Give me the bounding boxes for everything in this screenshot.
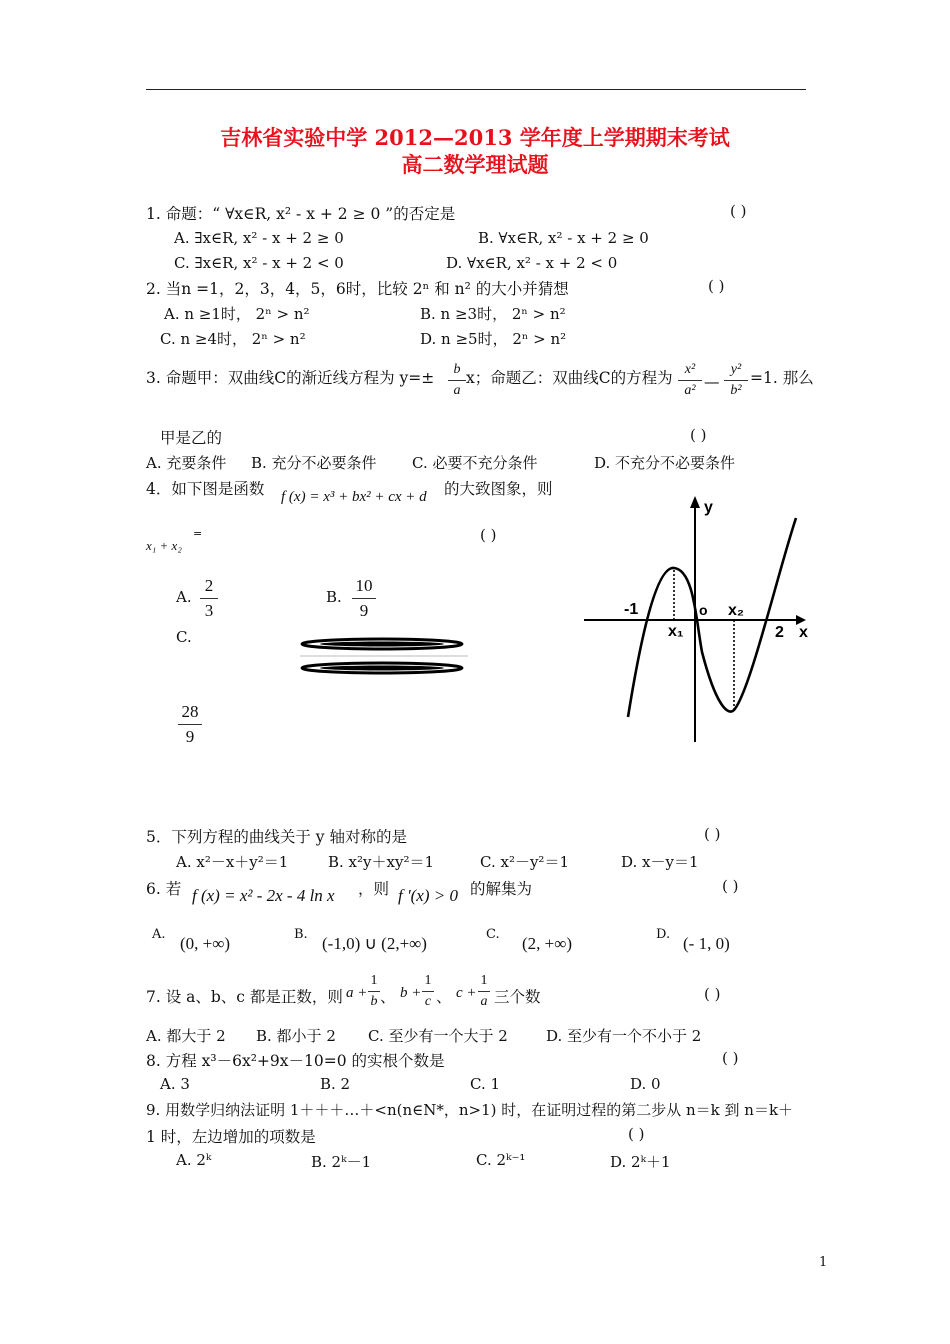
- q3-answer-paren: ( ): [690, 426, 707, 444]
- q2-option-c: C. n ≥4时， 2ⁿ > n²: [160, 330, 306, 348]
- q6-option-d-label: D.: [656, 927, 671, 942]
- q2-option-b: B. n ≥3时， 2ⁿ > n²: [420, 305, 566, 323]
- q9-stem-cont: 1 时，左边增加的项数是: [146, 1128, 316, 1146]
- q7-term2-base: b +: [400, 985, 422, 1001]
- exam-title: 吉林省实验中学 2012—2013 学年度上学期期末考试: [220, 125, 730, 150]
- header-rule: [146, 89, 806, 90]
- q5-stem: 5．下列方程的曲线关于 y 轴对称的是: [146, 828, 407, 846]
- q3-stem-part1: 3. 命题甲：双曲线C的渐近线方程为 y=±: [146, 369, 435, 387]
- q6-option-c: (2, +∞): [522, 934, 573, 953]
- q1-option-c: C. ∃x∈R, x² - x + 2 < 0: [174, 254, 344, 272]
- q7-separator-1: 、: [380, 988, 396, 1006]
- q1-option-b: B. ∀x∈R, x² - x + 2 ≥ 0: [478, 229, 649, 247]
- q1-stem: 1. 命题：“ ∀x∈R, x² - x + 2 ≥ 0 ”的否定是: [146, 205, 456, 223]
- q3-option-c: C. 必要不充分条件: [412, 454, 538, 472]
- q4-equals: =: [193, 527, 203, 540]
- q3-fraction-b-over-a: b a: [448, 362, 466, 399]
- q6-condition: f '(x) > 0: [398, 886, 458, 905]
- q7-term3-fraction: 1 a: [478, 973, 490, 1010]
- q3-stem-part2: x；命题乙：双曲线C的方程为: [466, 369, 673, 387]
- q9-answer-paren: ( ): [628, 1125, 645, 1143]
- q6-stem-part1: 6. 若: [146, 880, 182, 898]
- q6-function: f (x) = x² - 2x - 4 ln x: [192, 886, 335, 905]
- q1-answer-paren: ( ): [730, 202, 747, 220]
- y-axis-arrow: [690, 496, 700, 508]
- q3-option-a: A. 充要条件: [146, 454, 227, 472]
- page-number: 1: [819, 1255, 828, 1270]
- q9-option-b: B. 2ᵏ－1: [311, 1153, 372, 1171]
- q5-option-d: D. x－y＝1: [621, 853, 699, 871]
- q7-option-c: C. 至少有一个大于 2: [368, 1027, 508, 1045]
- q4-sum-x1-x2: x₁ + x₂: [146, 538, 182, 553]
- q5-option-b: B. x²y＋xy²＝1: [328, 853, 434, 871]
- graph-label-x1: x₁: [668, 623, 684, 640]
- q2-stem: 2. 当n =1，2，3，4，5，6时，比较 2ⁿ 和 n² 的大小并猜想: [146, 280, 569, 298]
- q6-option-c-label: C.: [486, 927, 500, 942]
- q5-answer-paren: ( ): [704, 825, 721, 843]
- q4-option-c-garbled-image: [296, 632, 472, 680]
- q2-option-a: A. n ≥1时， 2ⁿ > n²: [164, 305, 310, 323]
- q4-option-a-fraction: 2 3: [200, 576, 218, 621]
- q9-stem: 9. 用数学归纳法证明 1＋＋＋…＋<n(n∈N*，n>1) 时，在证明过程的第二步从 n＝k 到 n＝k＋: [146, 1101, 794, 1119]
- q6-option-b-label: B.: [294, 927, 308, 942]
- q7-term1-base: a +: [346, 985, 368, 1001]
- q9-option-d: D. 2ᵏ＋1: [610, 1153, 671, 1171]
- q7-stem-part1: 7. 设 a、b、c 都是正数，则: [146, 988, 343, 1006]
- q3-option-d: D. 不充分不必要条件: [594, 454, 736, 472]
- graph-label-minus-one: -1: [624, 601, 639, 618]
- q2-answer-paren: ( ): [708, 277, 725, 295]
- q5-option-c: C. x²－y²＝1: [480, 853, 569, 871]
- q6-option-d: (- 1, 0): [683, 934, 730, 953]
- graph-label-origin: o: [699, 602, 708, 618]
- q4-option-d-fraction: 28 9: [178, 702, 202, 747]
- q4-option-a-label: A.: [176, 588, 192, 606]
- q1-option-a: A. ∃x∈R, x² - x + 2 ≥ 0: [174, 229, 344, 247]
- q3-fraction-x2-over-a2: x² a²: [678, 362, 702, 399]
- exam-subtitle: 高二数学理试题: [401, 152, 549, 177]
- q7-answer-paren: ( ): [704, 985, 721, 1003]
- q6-answer-paren: ( ): [722, 877, 739, 895]
- q4-answer-paren: ( ): [480, 526, 497, 544]
- q8-answer-paren: ( ): [722, 1049, 739, 1067]
- q7-stem-part2: 三个数: [494, 988, 541, 1006]
- curve: [628, 518, 796, 717]
- q7-separator-2: 、: [436, 988, 452, 1006]
- q4-stem-part2: 的大致图象，则: [444, 480, 553, 498]
- q7-option-d: D. 至少有一个不小于 2: [546, 1027, 702, 1045]
- q7-option-b: B. 都小于 2: [256, 1027, 336, 1045]
- q3-stem-part3: =1. 那么: [750, 369, 814, 387]
- q8-option-d: D. 0: [630, 1075, 661, 1093]
- q8-option-b: B. 2: [320, 1075, 351, 1093]
- graph-label-x: x: [799, 624, 808, 641]
- q5-option-a: A. x²－x＋y²＝1: [176, 853, 289, 871]
- q4-function: f (x) = x³ + bx² + cx + d: [281, 489, 427, 505]
- q7-term3-base: c +: [456, 985, 477, 1001]
- q9-option-a: A. 2ᵏ: [176, 1151, 212, 1169]
- q7-term2-fraction: 1 c: [422, 973, 434, 1010]
- q4-option-b-label: B.: [326, 588, 342, 606]
- q6-option-a: (0, +∞): [180, 934, 231, 953]
- q4-stem-part1: 4．如下图是函数: [146, 480, 265, 498]
- q3-minus: —: [704, 373, 720, 391]
- q7-option-a: A. 都大于 2: [146, 1027, 226, 1045]
- graph-label-x2: x₂: [728, 602, 745, 619]
- q8-option-c: C. 1: [470, 1075, 501, 1093]
- q8-stem: 8. 方程 x³－6x²+9x－10=0 的实根个数是: [146, 1052, 445, 1070]
- q6-stem-part3: 的解集为: [470, 880, 533, 898]
- q1-option-d: D. ∀x∈R, x² - x + 2 < 0: [446, 254, 618, 272]
- q6-option-a-label: A.: [152, 927, 166, 942]
- q7-term1-fraction: 1 b: [368, 973, 380, 1010]
- q6-option-b: (-1,0) ∪ (2,+∞): [322, 934, 427, 953]
- q4-option-b-fraction: 10 9: [352, 576, 376, 621]
- q4-option-c-label: C.: [176, 628, 192, 646]
- q3-option-b: B. 充分不必要条件: [251, 454, 377, 472]
- q8-option-a: A. 3: [160, 1075, 190, 1093]
- q3-fraction-y2-over-b2: y² b²: [724, 362, 748, 399]
- q2-option-d: D. n ≥5时， 2ⁿ > n²: [420, 330, 567, 348]
- graph-label-y: y: [704, 499, 713, 516]
- q3-stem-cont: 甲是乙的: [160, 429, 223, 447]
- graph-label-two: 2: [775, 624, 784, 641]
- q4-function-graph: [578, 492, 818, 750]
- q9-option-c: C. 2ᵏ⁻¹: [476, 1151, 526, 1169]
- q6-stem-part2: ，则: [358, 880, 390, 898]
